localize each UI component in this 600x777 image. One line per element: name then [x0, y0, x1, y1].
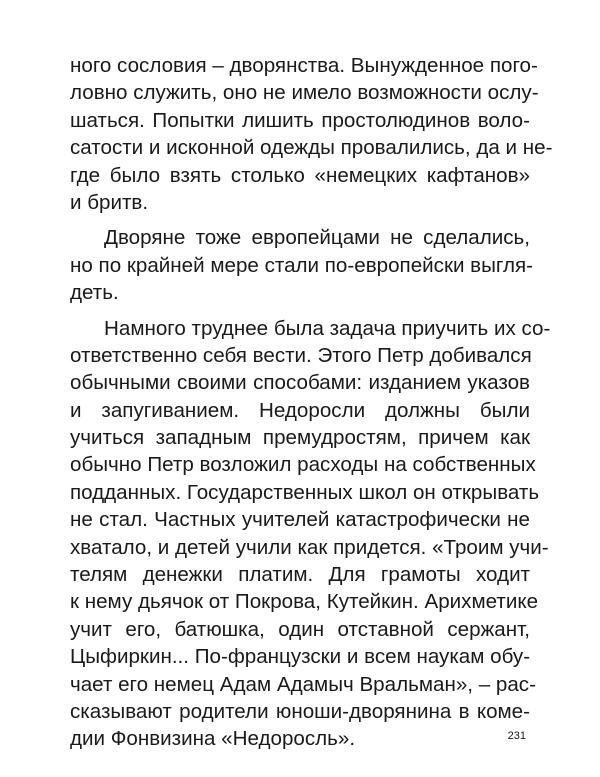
text-line: где было взять столько «немецких кафтанов» — [70, 163, 530, 187]
text-line: ответственно себя вести. Этого Петр добивался — [70, 343, 532, 367]
text-line: обычными своими способами: изданием указов — [70, 371, 530, 395]
text-line: обычно Петр возложил расходы на собственных — [70, 453, 536, 477]
paragraph-3 — [70, 315, 551, 753]
text-line: но по крайней мере стали по-европейски выгля- — [70, 253, 534, 277]
text-line: и запугиванием. Недоросли должны были — [70, 398, 530, 422]
paragraph-2 — [70, 224, 534, 306]
text-line: деть. — [70, 281, 119, 305]
text-line: шаться. Попытки лишить простолюдинов воло- — [70, 108, 530, 132]
text-line: учиться западным премудростям, причем как — [70, 426, 530, 450]
text-line: подданных. Государственных школ он открывать — [70, 480, 540, 504]
text-line: учит его, батюшка, один отставной сержант, — [70, 617, 530, 641]
page-number: 231 — [507, 730, 526, 742]
text-line: ного сословия – дворянства. Вынужденное пого- — [70, 54, 538, 77]
text-line: сатости и исконной одежды провалились, да и не- — [70, 136, 553, 160]
text-line: Цыфиркин... По-французски и всем наукам обу- — [70, 645, 531, 669]
text-line: и бритв. — [70, 190, 149, 214]
body-text — [70, 52, 553, 753]
text-line: ловно служить, оно не имело возможности ослу- — [70, 81, 539, 105]
text-line: дии Фонвизина «Недоросль». — [70, 727, 356, 751]
text-line: чает его немец Адам Адамыч Вральман», – рас- — [70, 672, 536, 696]
text-line: сказывают родители юноши-дворянина в коме- — [70, 699, 530, 723]
text-line: к нему дьячок от Покрова, Кутейкин. Арихметике — [70, 590, 539, 614]
text-line: Дворяне тоже европейцами не сделались, — [104, 226, 530, 250]
text-line: не стал. Частных учителей катастрофически не — [70, 508, 530, 532]
text-line: Намного труднее была задача приучить их со- — [104, 316, 551, 340]
paragraph-1 — [70, 52, 553, 216]
text-line: хватало, и детей учили как придется. «Троим учи- — [70, 535, 549, 559]
text-line: телям денежки платим. Для грамоты ходит — [70, 563, 530, 587]
